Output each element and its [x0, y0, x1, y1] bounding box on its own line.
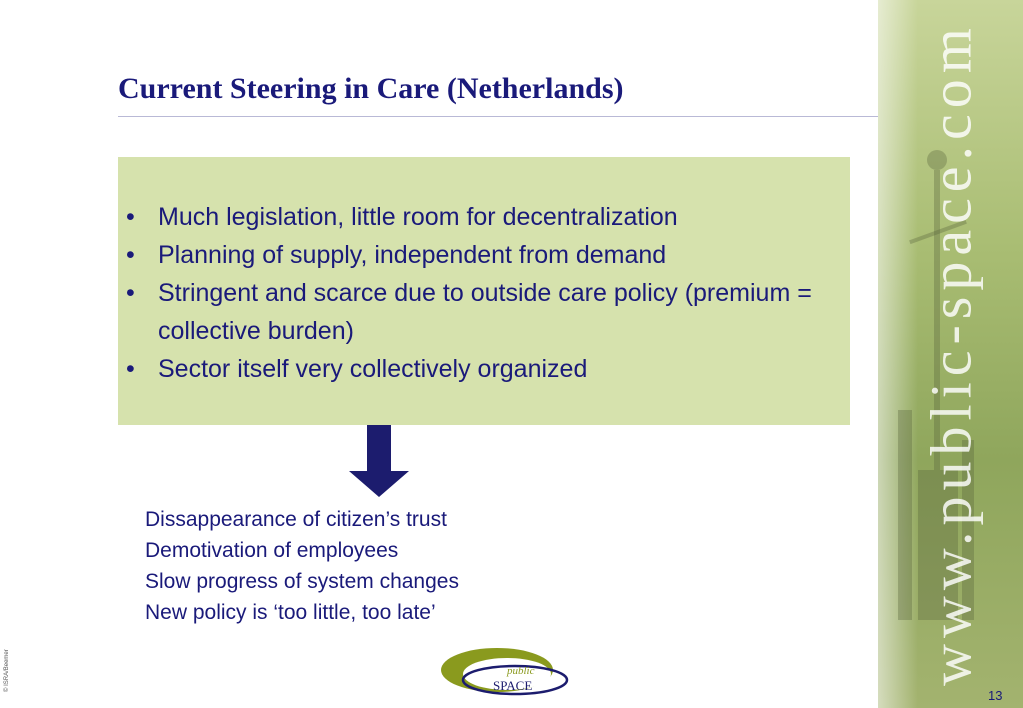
bullet-text: Sector itself very collectively organized: [158, 355, 588, 383]
title-divider: [118, 116, 904, 117]
logo-word-public: public: [507, 665, 535, 677]
bullet-dot: •: [126, 241, 135, 269]
bullet-item: [126, 236, 841, 274]
consequence-item: Dissappearance of citizen’s trust: [145, 508, 447, 531]
copyright-note: © ISRA/Beemer: [4, 649, 10, 692]
consequence-item: New policy is ‘too little, too late’: [145, 601, 436, 624]
bullet-list: [126, 198, 841, 388]
logo-word-space: SPACE: [493, 678, 533, 693]
bullet-dot: •: [126, 203, 135, 231]
down-arrow-icon: [349, 425, 409, 497]
consequence-item: Slow progress of system changes: [145, 570, 459, 593]
decorative-sidebar: [878, 0, 1023, 708]
bullet-text: Planning of supply, independent from demand: [158, 241, 667, 269]
sidebar-website-text: www.public-space.com: [918, 22, 983, 686]
bullet-dot: •: [126, 279, 135, 307]
bullet-item: [126, 198, 841, 236]
consequence-list: [145, 504, 459, 628]
bullet-text: Much legislation, little room for decentralization: [158, 203, 678, 231]
consequence-item: Demotivation of employees: [145, 539, 399, 562]
public-space-logo: [437, 644, 569, 700]
bullet-item: [126, 350, 841, 388]
slide-title: Current Steering in Care (Netherlands): [118, 72, 624, 105]
bullet-item: [126, 274, 841, 350]
bullet-text: Stringent and scarce due to outside care policy (premium = collective burden): [158, 279, 812, 345]
bullet-dot: •: [126, 355, 135, 383]
page-number: 13: [988, 688, 1003, 703]
